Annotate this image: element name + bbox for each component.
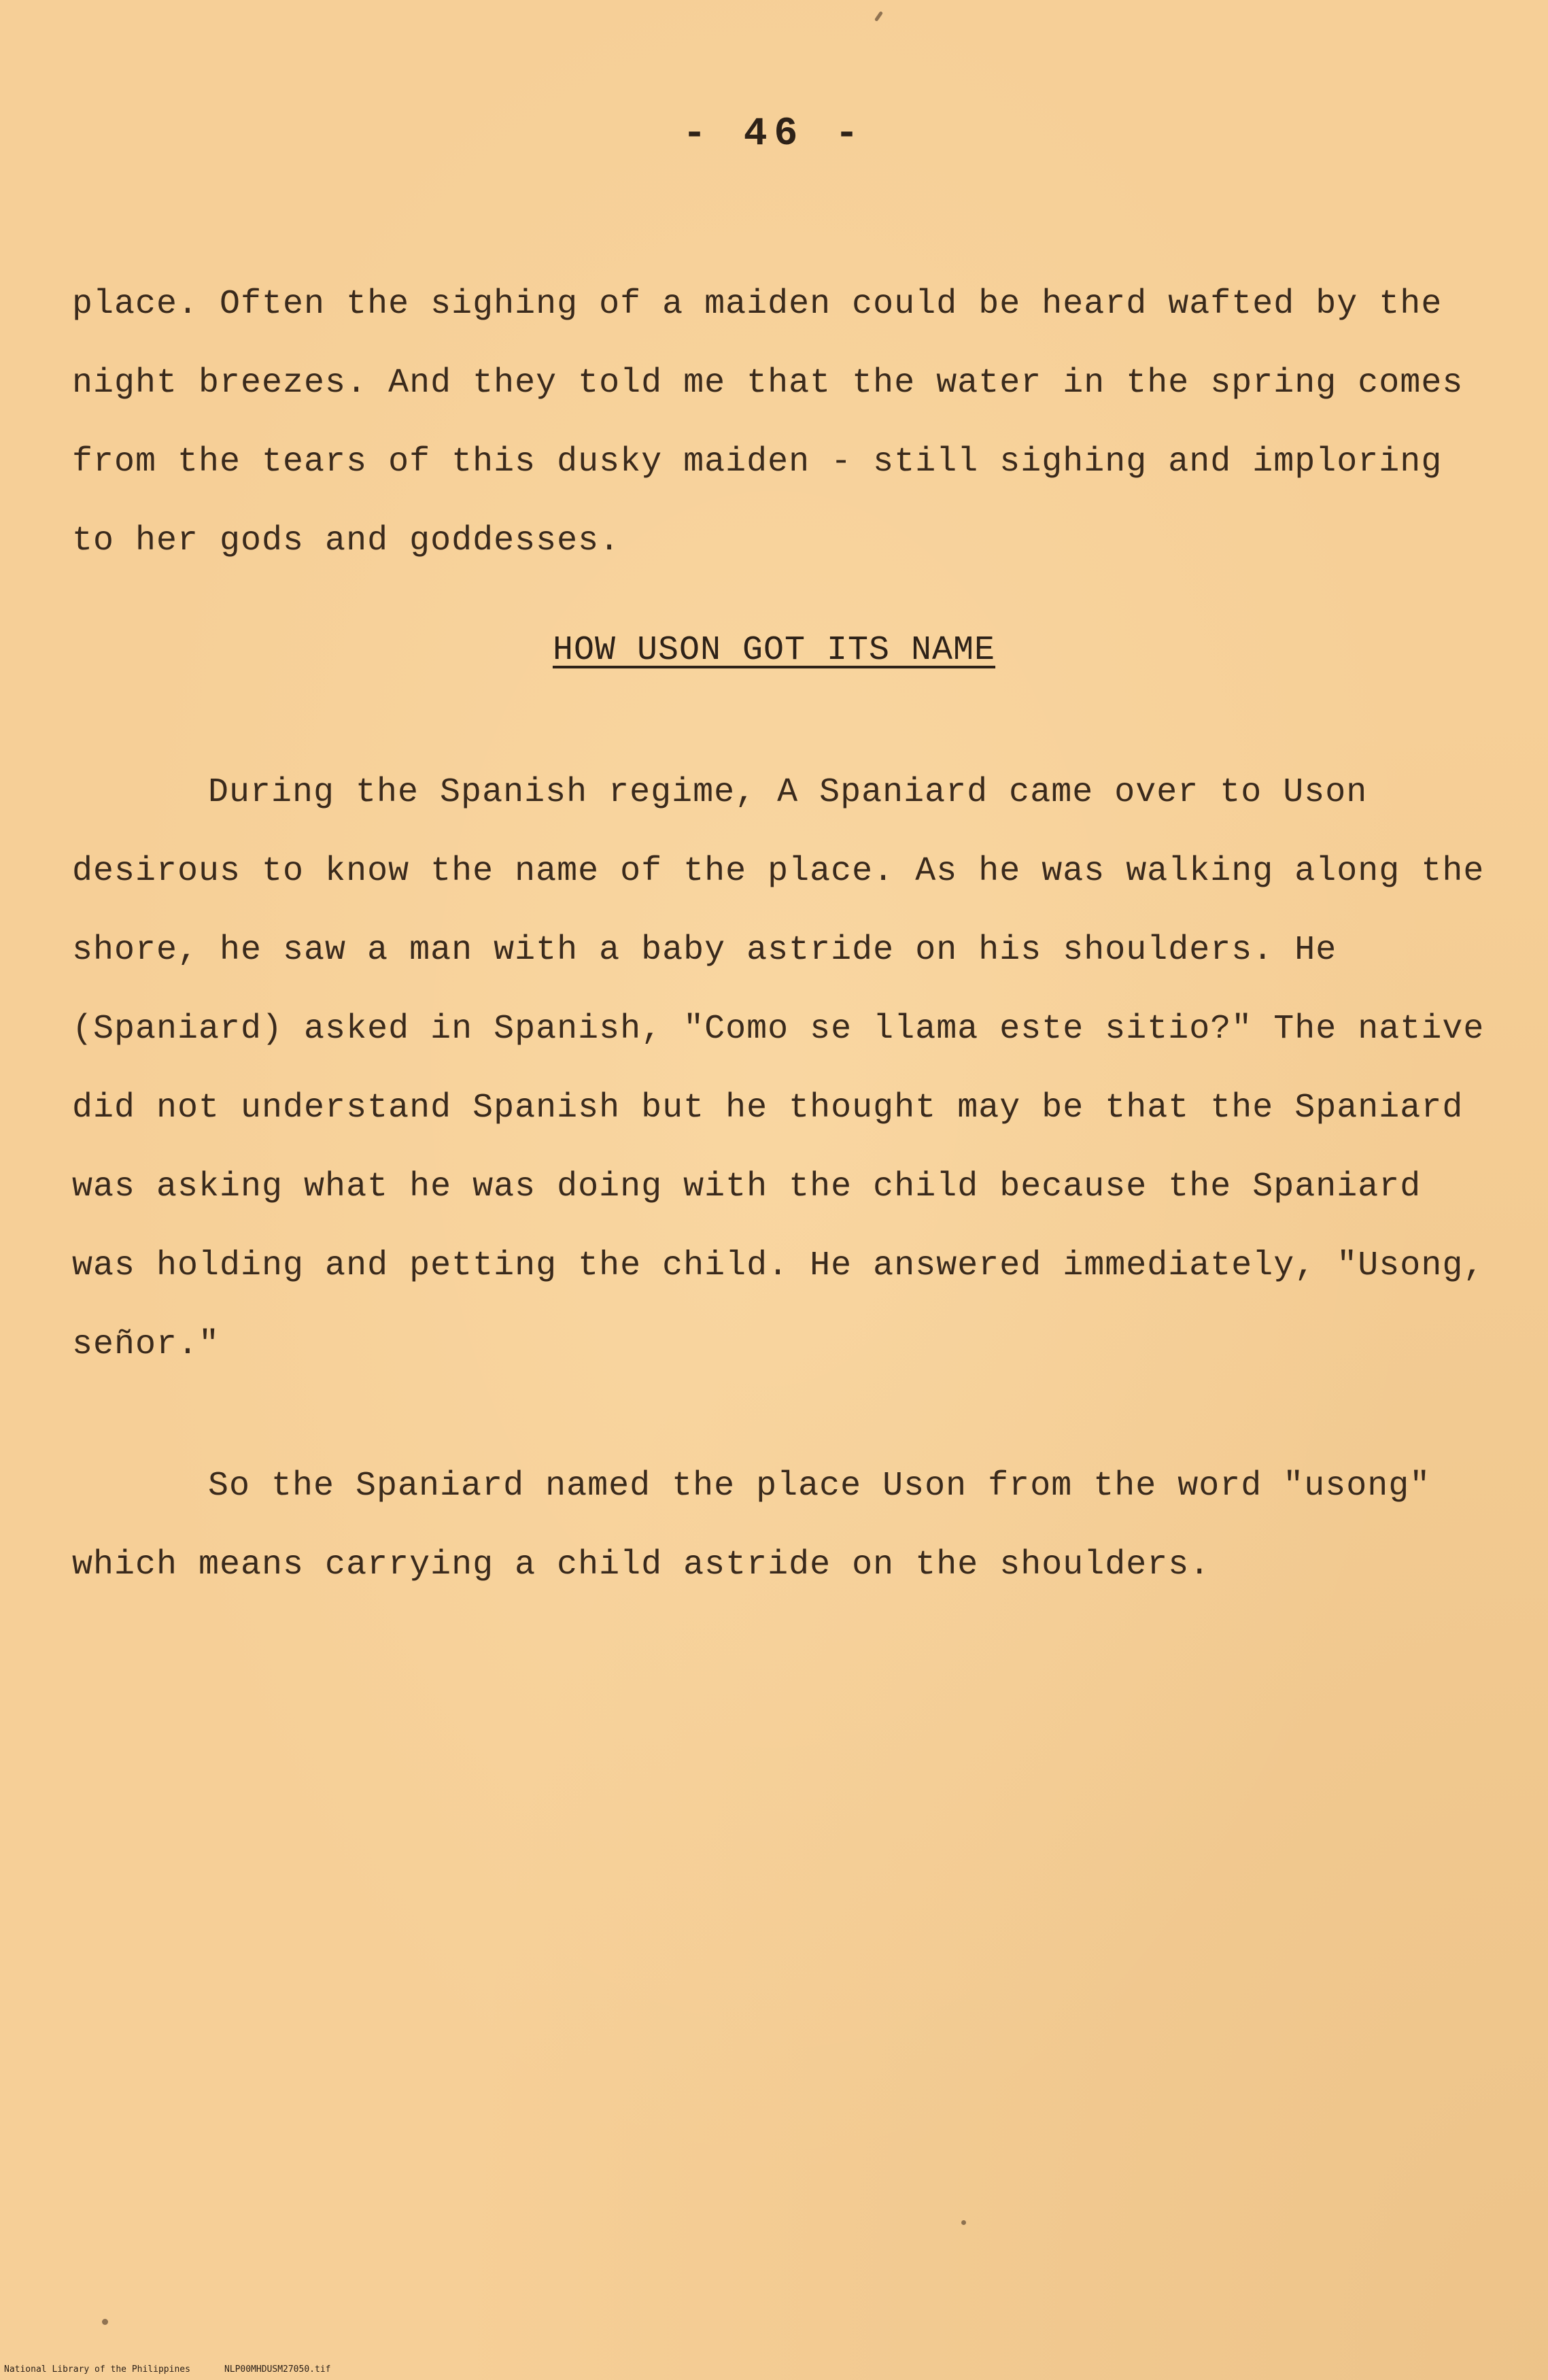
ink-speck — [961, 2220, 966, 2225]
scan-footer — [4, 2364, 330, 2375]
file-code: NLP00MHDUSM27050.tif — [224, 2364, 331, 2375]
library-credit: National Library of the Philippines — [4, 2364, 190, 2375]
section-heading — [0, 631, 1548, 670]
paragraph-spaniard-story: During the Spanish regime, A Spaniard came over to Uson desirous to know the name of the place. As he was walking along the shore, he saw a man with a baby astride on his shoulders. He (Spaniard) asked in Spanish, "Como se llama este sitio?" The native did not understand Spanish but he thought may be that the Spaniard was asking what he was doing with the child because the Spaniard was holding and petting the child. He answered immediately, "Usong, señor." — [72, 773, 1485, 1364]
page-number: - 46 - — [683, 112, 865, 156]
paragraph-name-origin: So the Spaniard named the place Uson from the word "usong" which means carrying a child astride on the shoulders. — [72, 1467, 1431, 1584]
ink-speck — [102, 2319, 108, 2325]
paragraph-spring-legend: place. Often the sighing of a maiden could be heard wafted by the night breezes. And they told me that the water in the spring comes from the tears of this dusky maiden - still sighing and imploring to her gods and goddesses. — [72, 285, 1464, 560]
ink-speck — [874, 11, 883, 22]
heading-text: HOW USON GOT ITS NAME — [552, 631, 996, 670]
